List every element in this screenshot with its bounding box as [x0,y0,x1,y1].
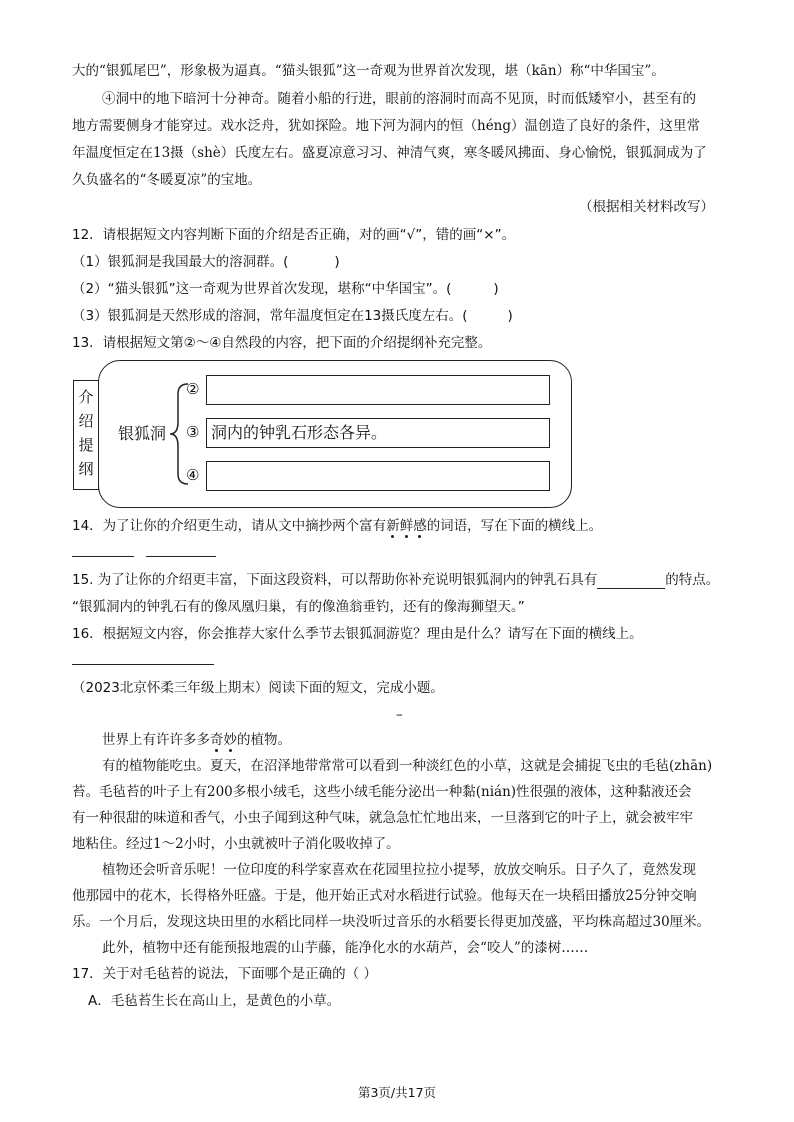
outline-label-char: 介 [78,388,94,406]
passage1-paragraph4-line: 久负盛名的“冬暖夏凉”的宝地。 [72,172,262,188]
q12-item-text: （3）银狐洞是天然形成的溶洞，常年温度恒定在13摄氏度左右。( [72,308,468,324]
passage2-intro: （2023北京怀柔三年级上期末）阅读下面的短文，完成小题。 [72,680,444,696]
dotted-char: 鲜 [399,518,414,534]
passage1-source: （根据相关材料改写） [579,199,714,215]
q17-option-a[interactable]: A．毛毡苔生长在高山上，是黄色的小草。 [88,993,341,1009]
passage2-title: – [396,707,403,723]
q12-item-text: （2）“猫头银狐”这一奇观为世界首次发现，堪称“中华国宝”。( [72,281,452,297]
dotted-char: 妙 [223,732,237,748]
passage2-paragraph3-line: 他那园中的花木，长得格外旺盛。于是，他开始正式对水稻进行试验。他每天在一块稻田播放25分钟交响 [72,888,697,904]
outline-label-char: 纲 [78,460,94,478]
outline-center-word: 银狐洞 [118,424,167,443]
passage2-text: 的植物。 [237,732,291,748]
q14-answer-line-2[interactable] [146,556,216,557]
row-number: ③ [186,423,200,441]
q14-stem [72,517,732,535]
dotted-char: 感 [413,518,427,534]
passage1-paragraph4-line: ④洞中的地下暗河十分神奇。随着小船的行进，眼前的溶洞时而高不见顶，时而低矮窄小，甚至有的 [102,91,696,107]
q14-stem-part: 的词语，写在下面的横线上。 [426,518,603,534]
outline-label-char: 提 [78,436,94,454]
row-number: ② [186,380,200,398]
q15-quote: “银狐洞内的钟乳石有的像凤凰归巢，有的像渔翁垂钓，还有的像海狮望天。” [72,599,525,615]
q17-stem: 17．关于对毛毡苔的说法，下面哪个是正确的（ ） [72,966,377,982]
passage2-text: 世界上有许许多多 [102,732,210,748]
q12-item-1 [72,253,732,271]
passage2-paragraph2-line: 有一种很甜的味道和香气，小虫子闻到这种气味，就急急忙忙地出来，一旦落到它的叶子上，就会被牢牢 [72,810,693,826]
q12-item-text: （1）银狐洞是我国最大的溶洞群。( [72,254,289,270]
q12-item-close: ) [507,308,513,324]
outline-answer-box[interactable]: 洞内的钟乳石形态各异。 [206,418,550,448]
outline-label [73,380,99,490]
q15-stem [72,571,732,589]
row-number: ④ [186,466,200,484]
passage2-paragraph3-line: 乐。一个月后，发现这块田里的水稻比同样一块没听过音乐的水稻要长得更加茂盛，平均株高超过30厘米。 [72,914,711,930]
q14-answer-line-1[interactable] [72,556,134,557]
passage1-paragraph4-line: 年温度恒定在13摄（shè）氏度左右。盛夏凉意习习、神清气爽，寒冬暖风拂面、身心愉悦，银狐洞成为了 [72,145,707,161]
passage2-paragraph2-line: 地粘住。经过1～2小时，小虫就被叶子消化吸收掉了。 [72,836,400,852]
outline-label-char: 绍 [78,412,94,430]
q14-stem-part: 14．为了让你的介绍更生动，请从文中摘抄两个富有 [72,518,387,534]
q15-stem-part: 的特点。 [665,572,720,588]
q12-item-close: ) [334,254,340,270]
passage1-paragraph4-line: 地方需要侧身才能穿过。戏水泛舟，犹如探险。地下河为洞内的恒（héng）温创造了良好的条件，这里常 [72,118,701,134]
passage2-paragraph2-line: 有的植物能吃虫。夏天，在沼泽地带常常可以看到一种淡红色的小草，这就是会捕捉飞虫的毛毡(zhān) [102,758,713,774]
passage1-line: 大的“银狐尾巴”，形象极为逼真。“猫头银狐”这一奇观为世界首次发现，堪（kān）称“中华国宝”。 [72,63,665,79]
passage2-paragraph3-line: 植物还会听音乐呢！一位印度的科学家喜欢在花园里拉拉小提琴，放放交响乐。日子久了，竟然发现 [102,862,696,878]
dotted-char: 新 [386,518,400,534]
q15-answer-blank[interactable] [597,574,665,589]
q12-item-2 [72,280,732,298]
outline-answer-box[interactable] [206,375,550,405]
q12-stem: 12．请根据短文内容判断下面的介绍是否正确，对的画“√”，错的画“×”。 [72,227,516,243]
outline-answer-box[interactable] [206,461,550,491]
passage2-paragraph1 [102,731,732,749]
passage2-paragraph4-line: 此外，植物中还有能预报地震的山芋藤，能净化水的水葫芦，会“咬人”的漆树…… [102,940,589,956]
q16-answer-line[interactable] [72,664,214,665]
q12-item-close: ) [493,281,499,297]
page-footer: 第3页/共17页 [357,1085,437,1100]
passage2-paragraph2-line: 苔。毛毡苔的叶子上有200多根小绒毛，这些小绒毛能分泌出一种黏(nián)性很强的液体，这种黏液还会 [72,784,692,800]
q13-stem: 13．请根据短文第②～④自然段的内容，把下面的介绍提纲补充完整。 [72,335,492,351]
q16-stem: 16．根据短文内容，你会推荐大家什么季节去银狐洞游览？理由是什么？请写在下面的横线上。 [72,626,643,642]
dotted-char: 奇 [210,732,224,748]
q15-stem-part: 15. 为了让你的介绍更丰富，下面这段资料，可以帮助你补充说明银狐洞内的钟乳石具有 [72,572,598,588]
q12-item-3 [72,307,732,325]
